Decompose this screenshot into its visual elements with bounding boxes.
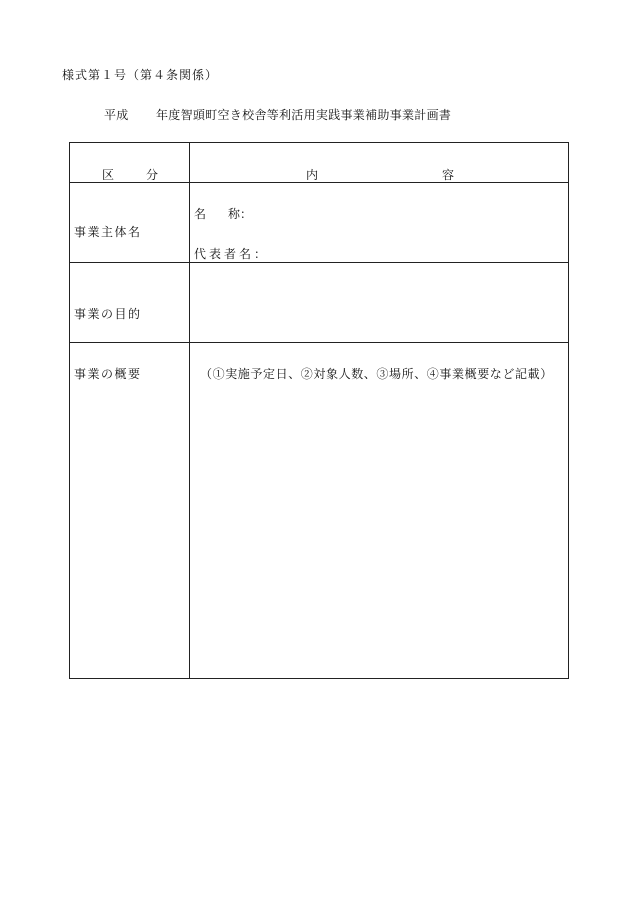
summary-label: 事業の概要 — [74, 367, 142, 381]
table-row-summary — [70, 343, 568, 678]
column-divider — [189, 263, 190, 342]
entity-name-char-1: 名 — [194, 207, 207, 221]
form-number: 様式第１号（第４条関係） — [62, 68, 219, 82]
column-divider — [189, 183, 190, 262]
header-category — [102, 166, 158, 183]
column-divider — [189, 143, 190, 182]
entity-name-field[interactable] — [194, 205, 252, 222]
table-row-entity — [70, 183, 568, 263]
table-header-row — [70, 143, 568, 183]
entity-name-colon: ： — [240, 207, 253, 221]
entity-name-label — [194, 205, 240, 222]
title-era: 平成 — [104, 108, 129, 122]
entity-rep-field[interactable] — [194, 245, 269, 262]
title-text: 年度智頭町空き校舎等利活用実践事業補助事業計画書 — [156, 108, 452, 122]
purpose-label: 事業の目的 — [74, 307, 142, 321]
document-title — [104, 106, 451, 123]
entity-name-char-2: 称 — [227, 207, 240, 221]
summary-instruction[interactable]: （①実施予定日、②対象人数、③場所、④事業概要など記載） — [200, 367, 553, 381]
entity-label: 事業主体名 — [74, 225, 142, 239]
header-content-char-2: 容 — [441, 168, 454, 182]
header-content — [306, 166, 454, 183]
plan-table — [69, 142, 569, 679]
entity-rep-label: 代表者名： — [194, 247, 270, 261]
table-row-purpose — [70, 263, 568, 343]
header-content-char-1: 内 — [306, 168, 319, 182]
column-divider — [189, 343, 190, 678]
header-category-char-2: 分 — [145, 168, 158, 182]
header-category-char-1: 区 — [102, 168, 115, 182]
